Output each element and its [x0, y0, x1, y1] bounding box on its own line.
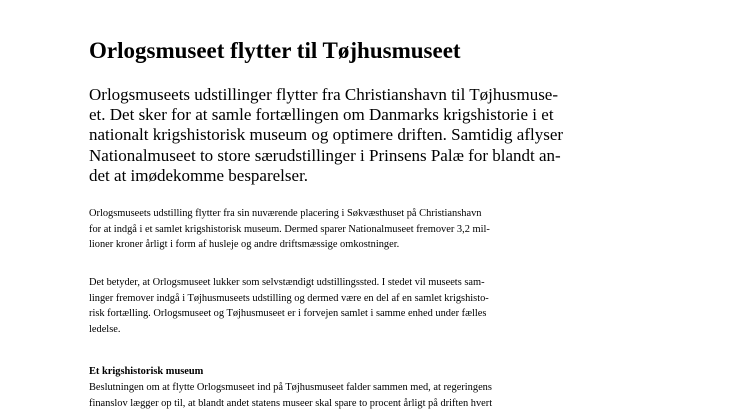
lead-line: det at imødekomme besparelser. [89, 165, 309, 185]
body-line: for at indgå i et samlet krigshistorisk museum. Dermed sparer Nationalmuseet fremover 3,2 mil- [89, 223, 490, 235]
body-line: Orlogsmuseets udstilling flytter fra sin nuværende placering i Søkvæsthuset på Christianshavn [89, 208, 482, 219]
body-paragraph-3 [89, 380, 589, 411]
body-paragraph-2 [89, 275, 589, 337]
body-line: ledelse. [89, 323, 121, 335]
body-line: risk fortælling. Orlogsmuseet og Tøjhusmuseet er i forvejen samlet i samme enhed under fælles [89, 308, 487, 320]
body-line: lioner kroner årligt i form af husleje og andre driftsmæssige omkostninger. [89, 239, 400, 251]
body-line: finanslov lægger op til, at blandt andet statens museer skal spare to procent årligt på driften hvert [89, 397, 493, 409]
section-heading: Et krigshistorisk museum [89, 366, 204, 377]
lead-line: nationalt krigshistorisk museum og optimere driften. Samtidig aflyser [89, 125, 564, 145]
lead-line: et. Det sker for at samle fortællingen om Danmarks krigshistorie i et [89, 105, 554, 125]
lead-line: Orlogsmuseets udstillinger flytter fra Christianshavn til Tøjhusmuse- [89, 85, 559, 104]
body-line: linger fremover indgå i Tøjhusmuseets udstilling og dermed være en del af en samlet krigshisto- [89, 292, 489, 304]
article-title: Orlogsmuseet flytter til Tøjhusmuseet [89, 38, 461, 63]
lead-paragraph [89, 85, 589, 186]
body-paragraph-1 [89, 206, 589, 253]
body-line: Beslutningen om at flytte Orlogsmuseet ind på Tøjhusmuseet falder sammen med, at regeringens [89, 382, 492, 393]
lead-line: Nationalmuseet to store særudstillinger i Prinsens Palæ for blandt an- [89, 145, 561, 165]
body-line: Det betyder, at Orlogsmuseet lukker som selvstændigt udstillingssted. I stedet vil museets sam- [89, 277, 485, 288]
